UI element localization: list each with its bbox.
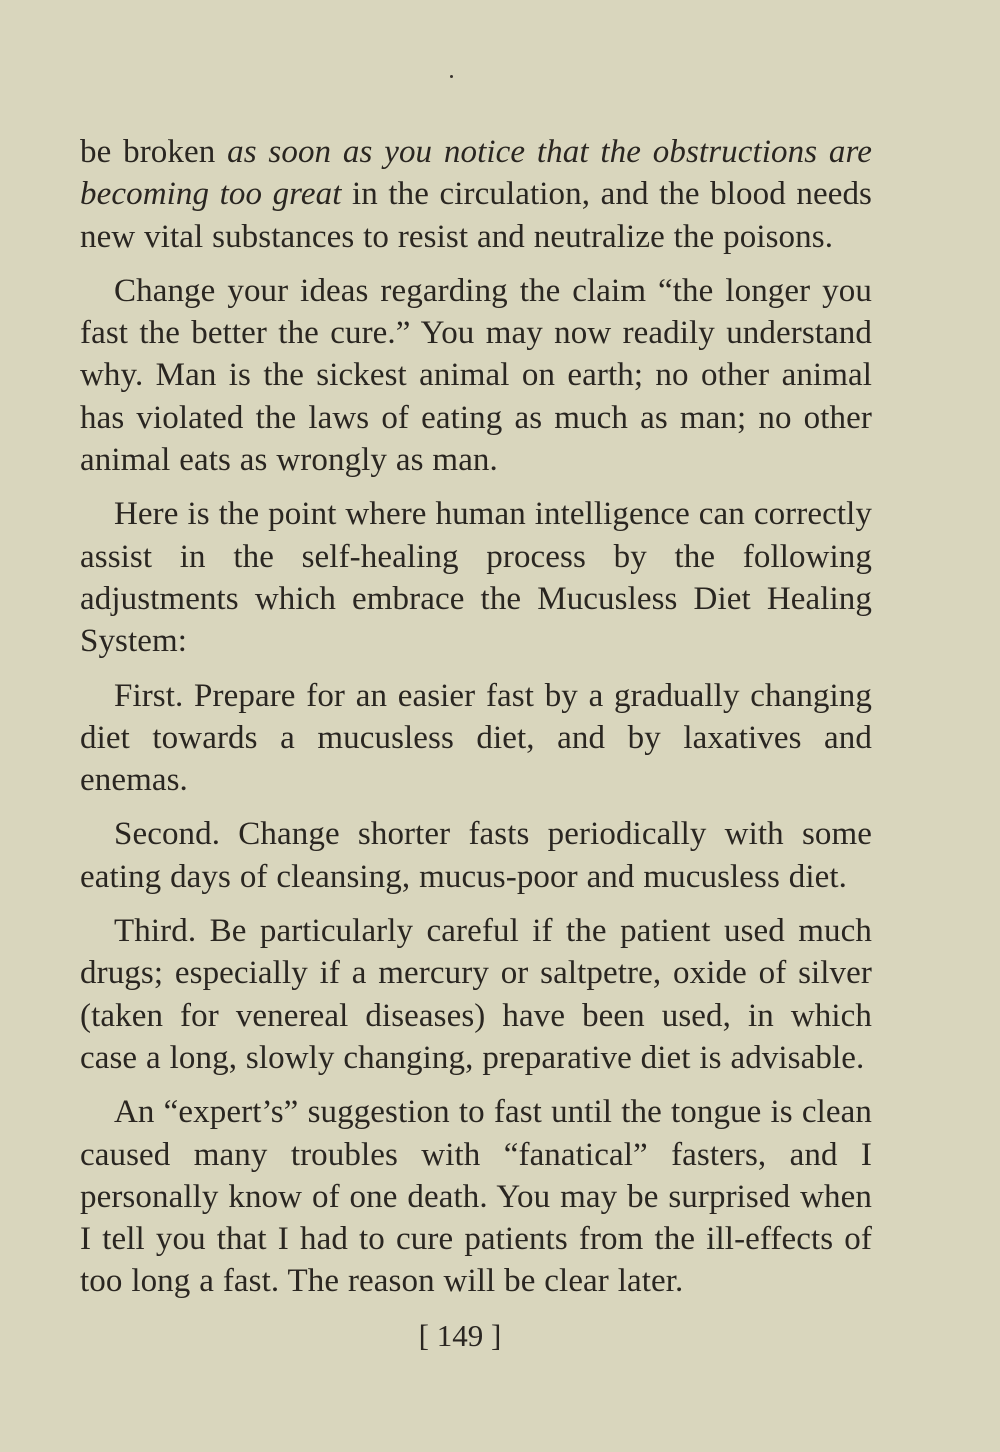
paragraph-1-text: be broken bbox=[80, 134, 228, 170]
paragraph-6 bbox=[80, 910, 872, 1079]
paragraph-7-text: An “expert’s” suggestion to fast until the tongue is clean caused many troubles with “fanatical” fasters, and I personally know of one death. You may be surprised when I tell you that I had to cure patients from the ill-effects of too long a fast. The reason will be clear later. bbox=[80, 1094, 872, 1300]
paragraph-4-text: First. Prepare for an easier fast by a gradually changing diet towards a mucusless diet, and by laxatives and enemas. bbox=[80, 677, 872, 799]
paragraph-5 bbox=[80, 813, 872, 898]
paragraph-1 bbox=[80, 131, 872, 258]
paragraph-1-text-end: in the circulation, and the blood needs new vital substances to resist and neutralize the poisons. bbox=[80, 176, 872, 255]
paragraph-3 bbox=[80, 493, 872, 662]
paragraph-2-text: Change your ideas regarding the claim “the longer you fast the better the cure.” You may now readily understand why. Man is the sickest animal on earth; no other animal has violated the laws of eating as much as man; no other animal eats as wrongly as man. bbox=[80, 272, 872, 479]
paragraph-1-italic-text: as soon as you notice that the obstructions are becoming too great bbox=[80, 134, 872, 213]
page-number: [ 149 ] bbox=[418, 1318, 502, 1353]
paragraph-4 bbox=[80, 675, 872, 802]
paragraph-3-text: Here is the point where human intelligence can correctly assist in the self-healing process by the following adjustments which embrace the Mucusless Diet Healing System: bbox=[80, 496, 872, 660]
paragraph-5-text: Second. Change shorter fasts periodically with some eating days of cleansing, mucus-poor and mucusless diet. bbox=[80, 816, 872, 895]
paragraph-7 bbox=[80, 1091, 872, 1302]
paragraph-6-text: Third. Be particularly careful if the patient used much drugs; especially if a mercury or saltpetre, oxide of silver (taken for venereal diseases) have been used, in which case a long, slowly changing, preparative diet is advisable. bbox=[80, 913, 872, 1076]
paragraph-2 bbox=[80, 270, 872, 481]
ink-speck bbox=[450, 75, 453, 78]
body-text bbox=[80, 131, 872, 1303]
